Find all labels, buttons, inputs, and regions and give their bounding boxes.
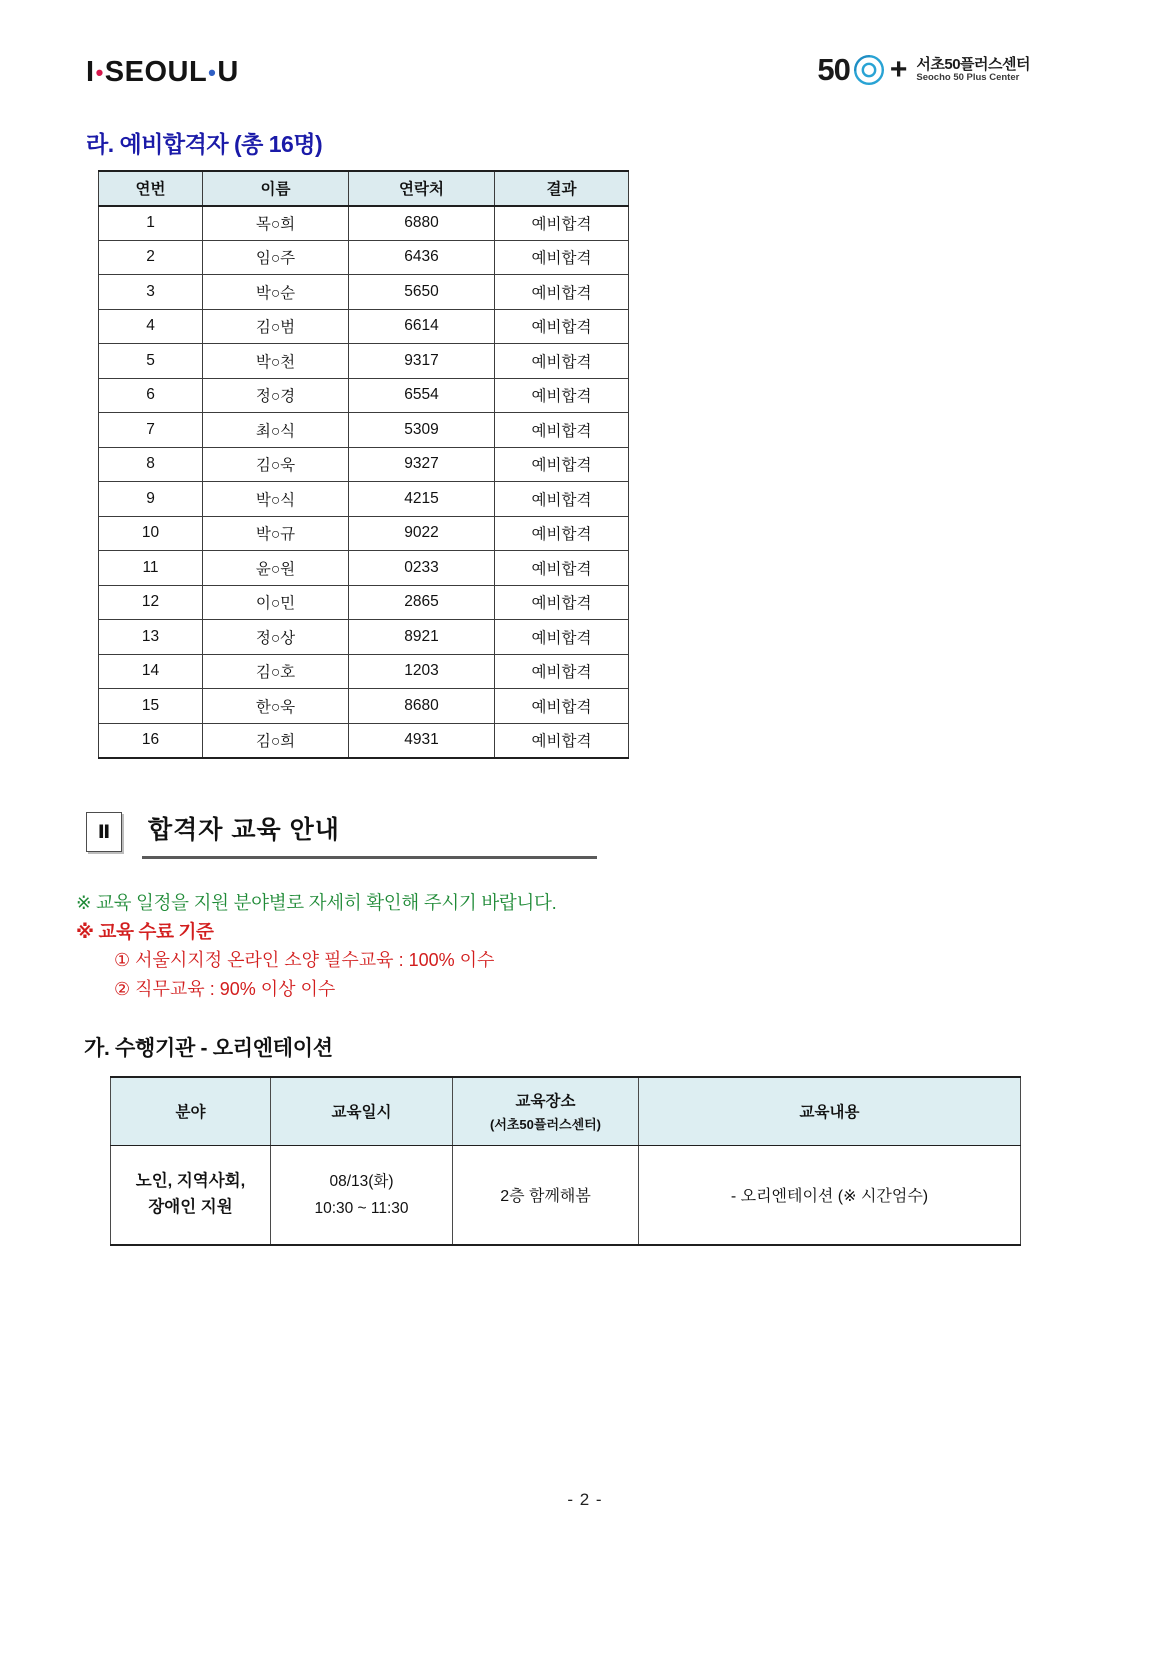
cell-result: 예비합격 [495, 240, 629, 275]
cell-contact: 6554 [349, 378, 495, 413]
table-row [99, 689, 629, 724]
cell-result: 예비합격 [495, 689, 629, 724]
table-row [111, 1145, 1021, 1245]
cell-result: 예비합격 [495, 344, 629, 379]
table-row [99, 516, 629, 551]
cell-result: 예비합격 [495, 585, 629, 620]
table-header-row [99, 171, 629, 206]
cell-no: 15 [99, 689, 203, 724]
cell-contact: 6880 [349, 206, 495, 241]
page-number: - 2 - [567, 1490, 603, 1509]
cell-result: 예비합격 [495, 275, 629, 310]
orientation-table-body [111, 1145, 1021, 1245]
table-row [99, 482, 629, 517]
cell-no: 11 [99, 551, 203, 586]
cell-contact: 8680 [349, 689, 495, 724]
cell-name: 이○민 [203, 585, 349, 620]
cell-result: 예비합격 [495, 482, 629, 517]
col-header-content-label: 교육내용 [799, 1104, 860, 1122]
notice-line-schedule: ※ 교육 일정을 지원 분야별로 자세히 확인해 주시기 바랍니다. [76, 892, 557, 913]
col-header-place-label: 교육장소 [515, 1093, 576, 1111]
table-row [99, 620, 629, 655]
col-header-result: 결과 [495, 171, 629, 206]
cell-no: 5 [99, 344, 203, 379]
notice-item-online-course: ① 서울시지정 온라인 소양 필수교육 : 100% 이수 [114, 950, 495, 970]
cell-name: 김○희 [203, 723, 349, 758]
cell-name: 한○욱 [203, 689, 349, 724]
cell-name: 임○주 [203, 240, 349, 275]
table-row [99, 585, 629, 620]
cell-contact: 0233 [349, 551, 495, 586]
cell-no: 4 [99, 309, 203, 344]
cell-place: 2층 함께해봄 [453, 1145, 639, 1245]
cell-name: 박○식 [203, 482, 349, 517]
section-ra-title: 라. 예비합격자 (총 16명) [86, 131, 323, 157]
cell-result: 예비합격 [495, 723, 629, 758]
cell-no: 16 [99, 723, 203, 758]
logo-word-seoul: SEOUL [104, 56, 208, 88]
cell-contact: 9327 [349, 447, 495, 482]
table-row [99, 413, 629, 448]
cell-name: 정○경 [203, 378, 349, 413]
logo-mark-50plus [817, 52, 906, 88]
cell-contact: 6436 [349, 240, 495, 275]
cell-no: 9 [99, 482, 203, 517]
cell-name: 윤○원 [203, 551, 349, 586]
section-2-underline [142, 856, 597, 859]
col-header-place-sublabel: (서초50플러스센터) [489, 1117, 602, 1133]
orientation-table [110, 1076, 1021, 1246]
col-header-datetime [271, 1077, 453, 1145]
logo-dot-blue: • [208, 60, 217, 86]
cell-result: 예비합격 [495, 206, 629, 241]
preliminary-pass-table-wrapper [98, 170, 628, 759]
logo-dot-red: • [95, 60, 104, 86]
cell-contact: 9317 [349, 344, 495, 379]
cell-datetime-date: 08/13(화) [329, 1172, 394, 1190]
cell-name: 박○천 [203, 344, 349, 379]
cell-no: 10 [99, 516, 203, 551]
col-header-datetime-label: 교육일시 [331, 1104, 392, 1122]
table-row [99, 275, 629, 310]
logo-name-korean: 서초50플러스센터 [916, 55, 1030, 73]
cell-contact: 5309 [349, 413, 495, 448]
logo-name-block [916, 56, 1030, 84]
cell-result: 예비합격 [495, 447, 629, 482]
cell-result: 예비합격 [495, 654, 629, 689]
cell-contact: 9022 [349, 516, 495, 551]
cell-contact: 6614 [349, 309, 495, 344]
notice-item-job-training: ② 직무교육 : 90% 이상 이수 [114, 979, 336, 999]
cell-no: 6 [99, 378, 203, 413]
section-2-marker: Ⅱ [86, 812, 122, 852]
cell-contact: 4931 [349, 723, 495, 758]
cell-name: 박○순 [203, 275, 349, 310]
logo-name-english: Seocho 50 Plus Center [916, 72, 1020, 84]
cell-no: 7 [99, 413, 203, 448]
logo-plus-symbol: + [889, 53, 907, 86]
cell-no: 13 [99, 620, 203, 655]
cell-datetime-time: 10:30 ~ 11:30 [314, 1199, 409, 1217]
cell-name: 김○욱 [203, 447, 349, 482]
seocho-50plus-logo [817, 52, 1030, 88]
cell-name: 최○식 [203, 413, 349, 448]
cell-name: 정○상 [203, 620, 349, 655]
orientation-table-head [111, 1077, 1021, 1145]
cell-no: 14 [99, 654, 203, 689]
table-row [99, 378, 629, 413]
cell-contact: 4215 [349, 482, 495, 517]
col-header-field-label: 분야 [175, 1104, 206, 1122]
i-seoul-u-logo [86, 56, 239, 89]
notice-block [76, 888, 976, 1004]
cell-result: 예비합격 [495, 378, 629, 413]
cell-datetime [271, 1145, 453, 1245]
col-header-place [453, 1077, 639, 1145]
cell-no: 8 [99, 447, 203, 482]
cell-contact: 2865 [349, 585, 495, 620]
cell-no: 12 [99, 585, 203, 620]
cell-contact: 1203 [349, 654, 495, 689]
notice-line-criteria: ※ 교육 수료 기준 [76, 921, 214, 942]
logo-letter-i: I [86, 56, 95, 88]
logo-ring-icon [852, 53, 886, 87]
col-header-field [111, 1077, 271, 1145]
col-header-no: 연번 [99, 171, 203, 206]
cell-name: 목○희 [203, 206, 349, 241]
table-row [99, 447, 629, 482]
table-row [99, 654, 629, 689]
cell-field-line2: 장애인 지원 [148, 1197, 233, 1216]
cell-contact: 8921 [349, 620, 495, 655]
table-row [99, 551, 629, 586]
orientation-table-wrapper [110, 1076, 1020, 1246]
cell-no: 2 [99, 240, 203, 275]
table-row [99, 309, 629, 344]
cell-result: 예비합격 [495, 620, 629, 655]
page-header [0, 46, 1170, 116]
cell-name: 김○범 [203, 309, 349, 344]
section-2-heading-block [86, 806, 606, 862]
cell-field [111, 1145, 271, 1245]
col-header-contact: 연락처 [349, 171, 495, 206]
cell-no: 1 [99, 206, 203, 241]
logo-letter-u: U [217, 56, 239, 88]
cell-result: 예비합격 [495, 309, 629, 344]
cell-content: - 오리엔테이션 (※ 시간엄수) [639, 1145, 1021, 1245]
cell-name: 박○규 [203, 516, 349, 551]
table-row [99, 206, 629, 241]
table-row [99, 344, 629, 379]
cell-no: 3 [99, 275, 203, 310]
cell-contact: 5650 [349, 275, 495, 310]
cell-field-line1: 노인, 지역사회, [135, 1172, 246, 1191]
table-header-row [111, 1077, 1021, 1145]
cell-result: 예비합격 [495, 516, 629, 551]
section-ga-title: 가. 수행기관 - 오리엔테이션 [84, 1037, 333, 1060]
cell-name: 김○호 [203, 654, 349, 689]
col-header-name: 이름 [203, 171, 349, 206]
cell-result: 예비합격 [495, 413, 629, 448]
table-row [99, 240, 629, 275]
cell-result: 예비합격 [495, 551, 629, 586]
section-2-title: 합격자 교육 안내 [148, 816, 340, 844]
preliminary-pass-table-head [99, 171, 629, 206]
preliminary-pass-table [98, 170, 629, 759]
col-header-content [639, 1077, 1021, 1145]
table-row [99, 723, 629, 758]
logo-number-50: 50 [817, 52, 850, 87]
preliminary-pass-table-body [99, 206, 629, 758]
